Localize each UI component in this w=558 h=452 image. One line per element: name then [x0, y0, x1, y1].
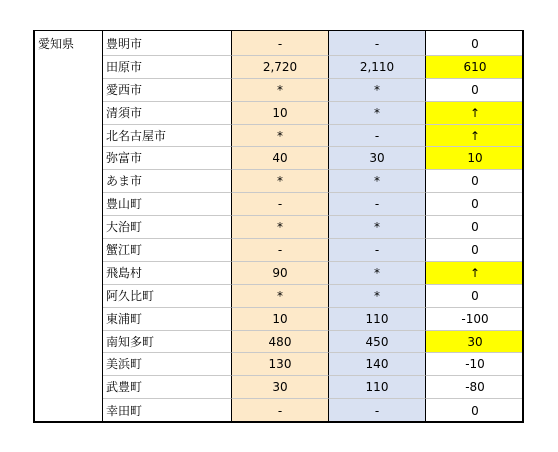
value-1-cell[interactable]: 90: [232, 262, 329, 285]
difference-cell[interactable]: -80: [426, 376, 524, 399]
value-2-cell[interactable]: *: [329, 102, 426, 125]
difference-cell[interactable]: 610: [426, 56, 524, 79]
difference-cell[interactable]: 0: [426, 170, 524, 193]
value-1-cell[interactable]: 480: [232, 331, 329, 354]
value-1-cell[interactable]: *: [232, 79, 329, 102]
city-cell[interactable]: 北名古屋市: [103, 125, 232, 148]
city-cell[interactable]: 武豊町: [103, 376, 232, 399]
city-cell[interactable]: 大治町: [103, 216, 232, 239]
value-2-cell[interactable]: *: [329, 262, 426, 285]
value-1-cell[interactable]: 10: [232, 102, 329, 125]
value-2-cell[interactable]: 2,110: [329, 56, 426, 79]
city-cell[interactable]: 愛西市: [103, 79, 232, 102]
city-cell[interactable]: 南知多町: [103, 331, 232, 354]
value-1-cell[interactable]: *: [232, 170, 329, 193]
city-cell[interactable]: 美浜町: [103, 353, 232, 376]
value-2-cell[interactable]: 110: [329, 308, 426, 331]
value-1-cell[interactable]: *: [232, 125, 329, 148]
value-1-cell[interactable]: -: [232, 193, 329, 216]
city-cell[interactable]: あま市: [103, 170, 232, 193]
difference-cell[interactable]: 0: [426, 33, 524, 56]
city-cell[interactable]: 田原市: [103, 56, 232, 79]
spreadsheet-table: [33, 30, 524, 423]
difference-cell[interactable]: 10: [426, 147, 524, 170]
difference-cell[interactable]: -100: [426, 308, 524, 331]
difference-cell[interactable]: 30: [426, 331, 524, 354]
table-grid: [35, 31, 524, 422]
value-2-cell[interactable]: -: [329, 33, 426, 56]
difference-cell[interactable]: 0: [426, 193, 524, 216]
city-cell[interactable]: 飛島村: [103, 262, 232, 285]
city-cell[interactable]: 豊明市: [103, 33, 232, 56]
value-2-cell[interactable]: 110: [329, 376, 426, 399]
city-cell[interactable]: 蟹江町: [103, 239, 232, 262]
city-cell[interactable]: 清須市: [103, 102, 232, 125]
city-cell[interactable]: 阿久比町: [103, 285, 232, 308]
value-1-cell[interactable]: 2,720: [232, 56, 329, 79]
value-2-cell[interactable]: *: [329, 216, 426, 239]
value-2-cell[interactable]: -: [329, 125, 426, 148]
value-2-cell[interactable]: *: [329, 79, 426, 102]
value-2-cell[interactable]: *: [329, 285, 426, 308]
value-2-cell[interactable]: *: [329, 170, 426, 193]
value-1-cell[interactable]: -: [232, 399, 329, 422]
difference-cell[interactable]: ↑: [426, 102, 524, 125]
difference-cell[interactable]: ↑: [426, 262, 524, 285]
city-cell[interactable]: 東浦町: [103, 308, 232, 331]
value-2-cell[interactable]: -: [329, 193, 426, 216]
city-cell[interactable]: 豊山町: [103, 193, 232, 216]
value-1-cell[interactable]: -: [232, 33, 329, 56]
value-1-cell[interactable]: 30: [232, 376, 329, 399]
difference-cell[interactable]: ↑: [426, 125, 524, 148]
value-1-cell[interactable]: -: [232, 239, 329, 262]
value-2-cell[interactable]: 450: [329, 331, 426, 354]
difference-cell[interactable]: 0: [426, 285, 524, 308]
city-cell[interactable]: 幸田町: [103, 399, 232, 422]
city-cell[interactable]: 弥富市: [103, 147, 232, 170]
value-1-cell[interactable]: *: [232, 285, 329, 308]
difference-cell[interactable]: 0: [426, 79, 524, 102]
value-1-cell[interactable]: 10: [232, 308, 329, 331]
value-2-cell[interactable]: 140: [329, 353, 426, 376]
value-1-cell[interactable]: *: [232, 216, 329, 239]
difference-cell[interactable]: 0: [426, 239, 524, 262]
difference-cell[interactable]: 0: [426, 399, 524, 422]
value-1-cell[interactable]: 40: [232, 147, 329, 170]
value-1-cell[interactable]: 130: [232, 353, 329, 376]
value-2-cell[interactable]: -: [329, 239, 426, 262]
difference-cell[interactable]: 0: [426, 216, 524, 239]
value-2-cell[interactable]: 30: [329, 147, 426, 170]
value-2-cell[interactable]: -: [329, 399, 426, 422]
difference-cell[interactable]: -10: [426, 353, 524, 376]
prefecture-cell[interactable]: 愛知県: [35, 31, 103, 422]
